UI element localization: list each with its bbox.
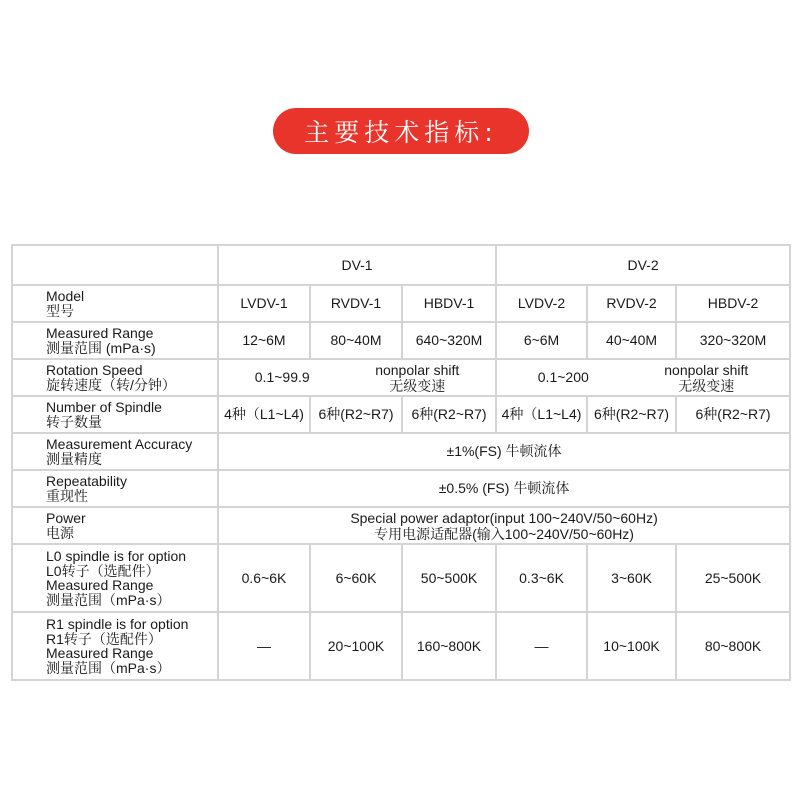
l0-range-cell: 6~60K [310,544,402,612]
row-label-power: Power 电源 [12,507,218,544]
r1-range-cell: 160~800K [402,612,496,680]
spindle-cell: 6种(R2~R7) [402,396,496,433]
table-row-r1 [12,612,790,680]
spindle-cell: 4种（L1~L4) [496,396,587,433]
range-cell: 320~320M [676,322,790,359]
model-cell: HBDV-1 [402,285,496,322]
group-header-dv2: DV-2 [496,245,790,285]
row-label-r1: R1 spindle is for option R1转子（选配件） Measured Range 测量范围（mPa·s） [12,612,218,680]
row-label-spindle: Number of Spindle 转子数量 [12,396,218,433]
row-label-speed: Rotation Speed 旋转速度（转/分钟） [12,359,218,396]
spindle-cell: 6种(R2~R7) [587,396,676,433]
l0-range-cell: 0.6~6K [218,544,310,612]
table-row-repeatability [12,470,790,507]
corner-cell [12,245,218,285]
table-row-range [12,322,790,359]
speed-note: nonpolar shift 无级变速 [664,361,749,394]
range-cell: 640~320M [402,322,496,359]
r1-range-cell: 80~800K [676,612,790,680]
l0-range-cell: 0.3~6K [496,544,587,612]
spec-table [11,244,791,681]
table-row-accuracy [12,433,790,470]
spindle-cell: 6种(R2~R7) [676,396,790,433]
l0-range-cell: 3~60K [587,544,676,612]
row-label-l0: L0 spindle is for option L0转子（选配件） Measured Range 测量范围（mPa·s） [12,544,218,612]
range-cell: 6~6M [496,322,587,359]
speed-value: 0.1~200 [537,369,589,385]
table-row-power [12,507,790,544]
section-title: 主要技术指标: [304,118,498,147]
speed-cell-dv1 [218,359,496,396]
group-header-dv1: DV-1 [218,245,496,285]
table-row-groups [12,245,790,285]
spindle-cell: 6种(R2~R7) [310,396,402,433]
section-title-badge [273,108,529,154]
speed-cell-dv2 [496,359,790,396]
repeatability-cell: ±0.5% (FS) 牛顿流体 [218,470,790,507]
model-cell: RVDV-2 [587,285,676,322]
range-cell: 40~40M [587,322,676,359]
table-row-l0 [12,544,790,612]
r1-range-cell: — [218,612,310,680]
r1-range-cell: 20~100K [310,612,402,680]
model-cell: HBDV-2 [676,285,790,322]
power-cell: Special power adaptor(input 100~240V/50~60Hz) 专用电源适配器(输入100~240V/50~60Hz) [218,507,790,544]
model-cell: LVDV-2 [496,285,587,322]
row-label-accuracy: Measurement Accuracy 测量精度 [12,433,218,470]
range-cell: 12~6M [218,322,310,359]
table-row-speed [12,359,790,396]
row-label-model: Model 型号 [12,285,218,322]
table-row-spindle [12,396,790,433]
speed-value: 0.1~99.9 [254,369,310,385]
table-row-model [12,285,790,322]
l0-range-cell: 50~500K [402,544,496,612]
spindle-cell: 4种（L1~L4) [218,396,310,433]
model-cell: RVDV-1 [310,285,402,322]
l0-range-cell: 25~500K [676,544,790,612]
row-label-range: Measured Range 测量范围 (mPa·s) [12,322,218,359]
model-cell: LVDV-1 [218,285,310,322]
speed-note: nonpolar shift 无级变速 [375,361,460,394]
range-cell: 80~40M [310,322,402,359]
r1-range-cell: — [496,612,587,680]
accuracy-cell: ±1%(FS) 牛顿流体 [218,433,790,470]
r1-range-cell: 10~100K [587,612,676,680]
row-label-repeatability: Repeatability 重现性 [12,470,218,507]
